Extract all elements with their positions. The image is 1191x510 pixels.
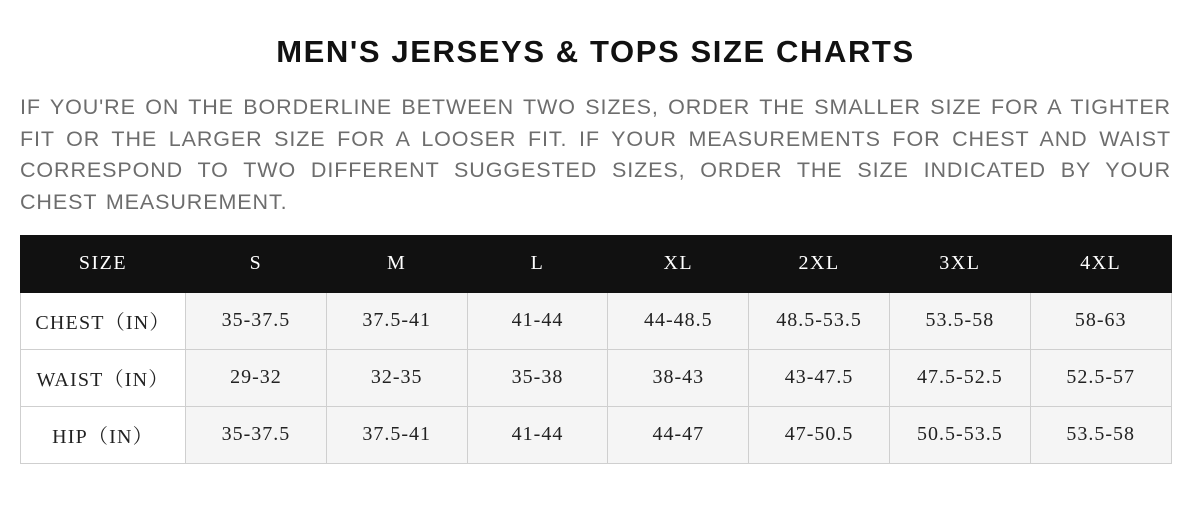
column-header-xl: XL <box>608 235 749 292</box>
cell-waist-xl: 38-43 <box>608 349 749 406</box>
table-row <box>21 349 1172 406</box>
cell-waist-m: 32-35 <box>326 349 467 406</box>
cell-hip-s: 35-37.5 <box>186 406 327 463</box>
column-header-2xl: 2XL <box>749 235 890 292</box>
cell-hip-m: 37.5-41 <box>326 406 467 463</box>
cell-waist-l: 35-38 <box>467 349 608 406</box>
cell-waist-4xl: 52.5-57 <box>1030 349 1171 406</box>
cell-waist-2xl: 43-47.5 <box>749 349 890 406</box>
cell-chest-xl: 44-48.5 <box>608 292 749 349</box>
cell-hip-xl: 44-47 <box>608 406 749 463</box>
page-title: MEN'S JERSEYS & TOPS SIZE CHARTS <box>276 34 915 69</box>
cell-hip-l: 41-44 <box>467 406 608 463</box>
cell-waist-3xl: 47.5-52.5 <box>889 349 1030 406</box>
column-header-s: S <box>186 235 327 292</box>
cell-chest-m: 37.5-41 <box>326 292 467 349</box>
cell-hip-3xl: 50.5-53.5 <box>889 406 1030 463</box>
intro-paragraph: IF YOU'RE ON THE BORDERLINE BETWEEN TWO SIZES, ORDER THE SMALLER SIZE FOR A TIGHTER FIT OR THE LARGER SIZE FOR A LOOSER FIT. IF YOUR MEASUREMENTS FOR CHEST AND WAIST CORRESPOND TO TWO DIFFERENT SUGGESTED SIZES, ORDER THE SIZE INDICATED BY YOUR CHEST MEASUREMENT. <box>20 95 1171 214</box>
column-header-l: L <box>467 235 608 292</box>
cell-chest-4xl: 58-63 <box>1030 292 1171 349</box>
table-row <box>21 406 1172 463</box>
table-row <box>21 292 1172 349</box>
cell-chest-2xl: 48.5-53.5 <box>749 292 890 349</box>
cell-chest-l: 41-44 <box>467 292 608 349</box>
table-header <box>21 235 1172 292</box>
column-header-3xl: 3XL <box>889 235 1030 292</box>
cell-chest-3xl: 53.5-58 <box>889 292 1030 349</box>
size-chart-table <box>20 235 1172 464</box>
cell-hip-4xl: 53.5-58 <box>1030 406 1171 463</box>
cell-waist-s: 29-32 <box>186 349 327 406</box>
table-header-row <box>21 235 1172 292</box>
cell-chest-s: 35-37.5 <box>186 292 327 349</box>
row-label-chest: CHEST（IN） <box>21 292 186 349</box>
column-header-size: SIZE <box>21 235 186 292</box>
column-header-4xl: 4XL <box>1030 235 1171 292</box>
row-label-waist: WAIST（IN） <box>21 349 186 406</box>
column-header-m: M <box>326 235 467 292</box>
table-body <box>21 292 1172 463</box>
row-label-hip: HIP（IN） <box>21 406 186 463</box>
cell-hip-2xl: 47-50.5 <box>749 406 890 463</box>
